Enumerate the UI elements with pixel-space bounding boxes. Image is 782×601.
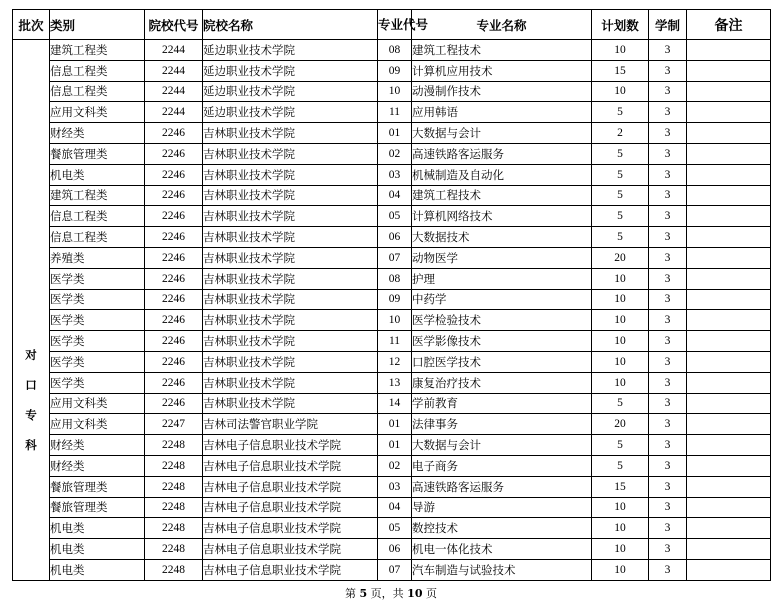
cell-school-name: 吉林职业技术学院	[203, 143, 378, 164]
cell-note	[687, 414, 771, 435]
cell-school-name: 吉林电子信息职业技术学院	[203, 518, 378, 539]
cell-note	[687, 455, 771, 476]
cell-major-name: 计算机应用技术	[412, 60, 592, 81]
cell-category: 建筑工程类	[50, 40, 145, 61]
cell-years: 3	[649, 372, 687, 393]
cell-school-code: 2244	[145, 60, 203, 81]
cell-major-code: 11	[378, 331, 412, 352]
header-school-code: 院校代号	[145, 10, 203, 40]
cell-years: 3	[649, 393, 687, 414]
cell-plan: 20	[592, 414, 649, 435]
cell-major-name: 应用韩语	[412, 102, 592, 123]
table-body	[13, 40, 771, 581]
cell-school-name: 延边职业技术学院	[203, 40, 378, 61]
cell-plan: 10	[592, 497, 649, 518]
cell-major-code: 03	[378, 476, 412, 497]
cell-category: 财经类	[50, 123, 145, 144]
cell-major-code: 04	[378, 185, 412, 206]
cell-category: 应用文科类	[50, 393, 145, 414]
table-row	[13, 102, 771, 123]
table-row	[13, 81, 771, 102]
table-row	[13, 455, 771, 476]
cell-category: 建筑工程类	[50, 185, 145, 206]
cell-school-code: 2246	[145, 227, 203, 248]
footer-page-number: 5	[359, 587, 368, 600]
cell-plan: 10	[592, 351, 649, 372]
cell-major-code: 06	[378, 227, 412, 248]
cell-school-name: 吉林电子信息职业技术学院	[203, 559, 378, 580]
cell-plan: 5	[592, 143, 649, 164]
cell-school-code: 2246	[145, 393, 203, 414]
cell-major-code: 10	[378, 81, 412, 102]
cell-years: 3	[649, 206, 687, 227]
cell-category: 信息工程类	[50, 206, 145, 227]
cell-school-name: 吉林职业技术学院	[203, 289, 378, 310]
footer-mid: 页，共	[370, 587, 404, 600]
table-row	[13, 476, 771, 497]
cell-major-name: 学前教育	[412, 393, 592, 414]
table-row	[13, 123, 771, 144]
cell-category: 信息工程类	[50, 227, 145, 248]
cell-plan: 5	[592, 393, 649, 414]
cell-note	[687, 206, 771, 227]
cell-plan: 10	[592, 518, 649, 539]
cell-school-code: 2246	[145, 206, 203, 227]
header-note: 备注	[687, 10, 771, 40]
footer-total-pages: 10	[407, 587, 423, 600]
cell-school-name: 吉林职业技术学院	[203, 206, 378, 227]
cell-school-name: 吉林职业技术学院	[203, 393, 378, 414]
table-row	[13, 247, 771, 268]
cell-major-name: 机械制造及自动化	[412, 164, 592, 185]
cell-years: 3	[649, 518, 687, 539]
cell-major-name: 大数据技术	[412, 227, 592, 248]
table-row	[13, 414, 771, 435]
cell-school-code: 2246	[145, 268, 203, 289]
cell-major-name: 建筑工程技术	[412, 40, 592, 61]
cell-category: 医学类	[50, 268, 145, 289]
cell-note	[687, 393, 771, 414]
cell-major-code: 02	[378, 143, 412, 164]
cell-major-name: 大数据与会计	[412, 123, 592, 144]
cell-plan: 5	[592, 164, 649, 185]
header-major-code: 专业代号	[378, 10, 412, 40]
cell-plan: 15	[592, 476, 649, 497]
cell-plan: 5	[592, 185, 649, 206]
cell-school-name: 吉林职业技术学院	[203, 164, 378, 185]
cell-school-name: 延边职业技术学院	[203, 60, 378, 81]
cell-note	[687, 268, 771, 289]
cell-major-code: 01	[378, 123, 412, 144]
cell-major-code: 13	[378, 372, 412, 393]
table-row	[13, 143, 771, 164]
cell-plan: 5	[592, 435, 649, 456]
cell-plan: 10	[592, 559, 649, 580]
cell-major-code: 08	[378, 268, 412, 289]
cell-years: 3	[649, 123, 687, 144]
cell-category: 应用文科类	[50, 414, 145, 435]
cell-school-name: 吉林职业技术学院	[203, 372, 378, 393]
cell-school-code: 2248	[145, 455, 203, 476]
cell-major-code: 08	[378, 40, 412, 61]
cell-category: 机电类	[50, 539, 145, 560]
cell-note	[687, 102, 771, 123]
table-row	[13, 164, 771, 185]
table-row	[13, 435, 771, 456]
cell-school-code: 2246	[145, 310, 203, 331]
cell-school-code: 2248	[145, 476, 203, 497]
cell-major-code: 05	[378, 518, 412, 539]
cell-category: 信息工程类	[50, 60, 145, 81]
cell-category: 餐旅管理类	[50, 143, 145, 164]
enrollment-plan-table	[12, 9, 771, 581]
table-row	[13, 40, 771, 61]
cell-school-code: 2246	[145, 143, 203, 164]
cell-category: 财经类	[50, 435, 145, 456]
table-row	[13, 60, 771, 81]
cell-note	[687, 81, 771, 102]
cell-plan: 5	[592, 102, 649, 123]
cell-years: 3	[649, 143, 687, 164]
cell-years: 3	[649, 435, 687, 456]
cell-note	[687, 518, 771, 539]
cell-major-code: 14	[378, 393, 412, 414]
cell-major-name: 汽车制造与试验技术	[412, 559, 592, 580]
cell-plan: 5	[592, 455, 649, 476]
cell-major-name: 医学检验技术	[412, 310, 592, 331]
cell-plan: 10	[592, 289, 649, 310]
cell-major-name: 动漫制作技术	[412, 81, 592, 102]
cell-major-name: 高速铁路客运服务	[412, 143, 592, 164]
batch-char: 对	[25, 348, 37, 362]
header-row	[13, 10, 771, 40]
cell-note	[687, 372, 771, 393]
cell-school-name: 吉林职业技术学院	[203, 351, 378, 372]
cell-years: 3	[649, 40, 687, 61]
cell-school-code: 2244	[145, 81, 203, 102]
cell-category: 养殖类	[50, 247, 145, 268]
cell-school-name: 吉林电子信息职业技术学院	[203, 476, 378, 497]
cell-school-code: 2248	[145, 518, 203, 539]
cell-plan: 10	[592, 81, 649, 102]
cell-school-code: 2247	[145, 414, 203, 435]
cell-category: 机电类	[50, 559, 145, 580]
cell-major-code: 04	[378, 497, 412, 518]
table-row	[13, 393, 771, 414]
cell-major-name: 导游	[412, 497, 592, 518]
cell-school-name: 吉林职业技术学院	[203, 310, 378, 331]
cell-years: 3	[649, 497, 687, 518]
cell-category: 机电类	[50, 164, 145, 185]
cell-school-code: 2248	[145, 435, 203, 456]
cell-category: 应用文科类	[50, 102, 145, 123]
cell-note	[687, 40, 771, 61]
cell-major-name: 医学影像技术	[412, 331, 592, 352]
header-major-name: 专业名称	[412, 10, 592, 40]
cell-school-name: 吉林电子信息职业技术学院	[203, 455, 378, 476]
cell-years: 3	[649, 81, 687, 102]
cell-major-code: 05	[378, 206, 412, 227]
cell-note	[687, 60, 771, 81]
footer-prefix: 第	[345, 587, 357, 600]
cell-school-name: 吉林职业技术学院	[203, 331, 378, 352]
table-row	[13, 331, 771, 352]
cell-major-name: 口腔医学技术	[412, 351, 592, 372]
cell-school-code: 2246	[145, 164, 203, 185]
cell-major-name: 法律事务	[412, 414, 592, 435]
cell-category: 医学类	[50, 351, 145, 372]
table-row	[13, 372, 771, 393]
header-plan: 计划数	[592, 10, 649, 40]
table-row	[13, 289, 771, 310]
cell-note	[687, 435, 771, 456]
cell-category: 医学类	[50, 331, 145, 352]
cell-major-code: 01	[378, 414, 412, 435]
batch-char: 科	[25, 438, 37, 452]
table-row	[13, 351, 771, 372]
cell-school-code: 2246	[145, 351, 203, 372]
header-years: 学制	[649, 10, 687, 40]
page-footer	[0, 585, 782, 601]
cell-years: 3	[649, 414, 687, 435]
cell-major-name: 电子商务	[412, 455, 592, 476]
cell-note	[687, 351, 771, 372]
table-row	[13, 539, 771, 560]
cell-school-code: 2246	[145, 247, 203, 268]
cell-years: 3	[649, 185, 687, 206]
cell-major-name: 机电一体化技术	[412, 539, 592, 560]
cell-school-name: 吉林职业技术学院	[203, 247, 378, 268]
cell-years: 3	[649, 60, 687, 81]
cell-major-name: 高速铁路客运服务	[412, 476, 592, 497]
cell-years: 3	[649, 102, 687, 123]
cell-note	[687, 559, 771, 580]
cell-major-name: 康复治疗技术	[412, 372, 592, 393]
cell-plan: 10	[592, 268, 649, 289]
cell-school-name: 吉林司法警官职业学院	[203, 414, 378, 435]
cell-plan: 15	[592, 60, 649, 81]
batch-char: 口	[25, 378, 37, 392]
cell-school-name: 吉林电子信息职业技术学院	[203, 497, 378, 518]
cell-category: 餐旅管理类	[50, 476, 145, 497]
cell-plan: 10	[592, 310, 649, 331]
cell-years: 3	[649, 227, 687, 248]
cell-plan: 20	[592, 247, 649, 268]
table-row	[13, 185, 771, 206]
header-school-name: 院校名称	[203, 10, 378, 40]
cell-note	[687, 143, 771, 164]
table-row	[13, 206, 771, 227]
cell-years: 3	[649, 539, 687, 560]
cell-school-code: 2246	[145, 185, 203, 206]
table-row	[13, 518, 771, 539]
cell-plan: 5	[592, 227, 649, 248]
cell-plan: 10	[592, 539, 649, 560]
cell-school-code: 2246	[145, 289, 203, 310]
cell-school-name: 吉林职业技术学院	[203, 268, 378, 289]
cell-school-code: 2248	[145, 559, 203, 580]
cell-school-name: 吉林电子信息职业技术学院	[203, 539, 378, 560]
cell-major-code: 07	[378, 559, 412, 580]
cell-plan: 10	[592, 40, 649, 61]
header-batch: 批次	[13, 10, 50, 40]
cell-years: 3	[649, 351, 687, 372]
cell-note	[687, 539, 771, 560]
cell-note	[687, 123, 771, 144]
cell-note	[687, 289, 771, 310]
table-row	[13, 310, 771, 331]
footer-suffix: 页	[425, 587, 437, 600]
cell-major-code: 09	[378, 60, 412, 81]
cell-note	[687, 310, 771, 331]
cell-years: 3	[649, 476, 687, 497]
cell-major-code: 03	[378, 164, 412, 185]
cell-school-name: 吉林职业技术学院	[203, 227, 378, 248]
cell-major-name: 大数据与会计	[412, 435, 592, 456]
cell-school-code: 2244	[145, 102, 203, 123]
cell-years: 3	[649, 455, 687, 476]
cell-major-code: 06	[378, 539, 412, 560]
cell-category: 医学类	[50, 372, 145, 393]
cell-school-code: 2248	[145, 539, 203, 560]
table-row	[13, 497, 771, 518]
cell-years: 3	[649, 289, 687, 310]
cell-note	[687, 164, 771, 185]
cell-school-name: 延边职业技术学院	[203, 81, 378, 102]
cell-major-code: 11	[378, 102, 412, 123]
cell-plan: 10	[592, 372, 649, 393]
cell-school-name: 延边职业技术学院	[203, 102, 378, 123]
cell-major-name: 护理	[412, 268, 592, 289]
cell-major-code: 01	[378, 435, 412, 456]
cell-school-name: 吉林电子信息职业技术学院	[203, 435, 378, 456]
table-row	[13, 268, 771, 289]
cell-note	[687, 247, 771, 268]
cell-note	[687, 331, 771, 352]
cell-plan: 2	[592, 123, 649, 144]
cell-years: 3	[649, 247, 687, 268]
cell-years: 3	[649, 268, 687, 289]
cell-note	[687, 476, 771, 497]
cell-major-name: 计算机网络技术	[412, 206, 592, 227]
cell-years: 3	[649, 559, 687, 580]
batch-char: 专	[25, 408, 37, 422]
cell-plan: 10	[592, 331, 649, 352]
cell-major-name: 中药学	[412, 289, 592, 310]
cell-note	[687, 497, 771, 518]
cell-major-name: 数控技术	[412, 518, 592, 539]
cell-note	[687, 227, 771, 248]
cell-years: 3	[649, 164, 687, 185]
cell-category: 信息工程类	[50, 81, 145, 102]
cell-major-code: 10	[378, 310, 412, 331]
cell-major-code: 12	[378, 351, 412, 372]
header-category: 类别	[50, 10, 145, 40]
cell-major-code: 07	[378, 247, 412, 268]
cell-years: 3	[649, 331, 687, 352]
cell-note	[687, 185, 771, 206]
table-row	[13, 559, 771, 580]
cell-major-name: 建筑工程技术	[412, 185, 592, 206]
cell-school-code: 2244	[145, 40, 203, 61]
cell-years: 3	[649, 310, 687, 331]
cell-major-code: 09	[378, 289, 412, 310]
cell-school-code: 2248	[145, 497, 203, 518]
cell-school-code: 2246	[145, 331, 203, 352]
batch-cell	[13, 40, 50, 581]
cell-school-name: 吉林职业技术学院	[203, 185, 378, 206]
cell-school-name: 吉林职业技术学院	[203, 123, 378, 144]
cell-school-code: 2246	[145, 123, 203, 144]
cell-category: 餐旅管理类	[50, 497, 145, 518]
cell-school-code: 2246	[145, 372, 203, 393]
cell-category: 医学类	[50, 310, 145, 331]
cell-category: 医学类	[50, 289, 145, 310]
cell-plan: 5	[592, 206, 649, 227]
cell-major-code: 02	[378, 455, 412, 476]
table-row	[13, 227, 771, 248]
cell-major-name: 动物医学	[412, 247, 592, 268]
cell-category: 机电类	[50, 518, 145, 539]
cell-category: 财经类	[50, 455, 145, 476]
